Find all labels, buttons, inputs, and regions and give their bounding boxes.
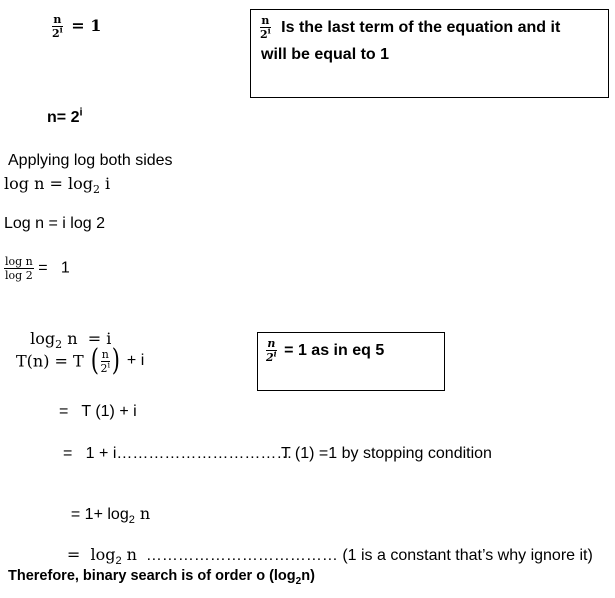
fraction-numerator: log n <box>5 255 33 268</box>
equation-lhs: n= 2 <box>47 109 80 126</box>
exponent: i <box>79 106 83 119</box>
equation-last-term <box>52 14 101 39</box>
conclusion <box>8 568 315 587</box>
left-paren: ( <box>90 343 99 378</box>
step-1-plus-log2-n <box>62 486 151 527</box>
fraction-numerator: n <box>267 337 276 350</box>
equation-log-both-sides <box>4 174 111 197</box>
equation-lhs: log <box>30 329 56 348</box>
equation-rhs: i <box>99 174 111 193</box>
right-paren: ) <box>111 343 121 378</box>
fraction-n-over-2i <box>260 15 271 40</box>
equation-lhs: log n = log <box>4 174 93 193</box>
fraction-denominator: 2$^i$ <box>266 348 277 364</box>
fraction-n-over-2i <box>52 14 63 39</box>
equation-rhs: = 1 <box>71 16 102 35</box>
fraction-n-over-2i <box>266 338 277 363</box>
step-heading: Applying log both sides <box>8 152 173 169</box>
equation-rhs: = 1 <box>38 259 70 277</box>
equation-log-ratio <box>4 256 70 281</box>
step-t1-plus-i: = T (1) + i <box>59 403 137 420</box>
fraction-denominator: 2$^i$ <box>260 25 271 41</box>
step-1-plus-i: = 1 + i…………………………… <box>63 445 293 462</box>
subscript: 2 <box>92 183 100 197</box>
fraction-numerator: n <box>261 14 270 27</box>
fraction-denominator: 2$^i$ <box>52 24 63 40</box>
note-text-line-1: Is the last term of the equation and it <box>281 18 561 36</box>
note-text-line-2: will be equal to 1 <box>261 46 390 63</box>
subscript: 2 <box>128 514 135 527</box>
equation-rhs: + i <box>126 352 145 369</box>
note-box-eq5-content <box>266 338 384 363</box>
note-text: = 1 as in eq 5 <box>284 341 385 359</box>
equation-n-equals-2i <box>47 106 83 127</box>
step-log2-n <box>58 527 593 568</box>
subscript: 2 <box>295 575 302 587</box>
fraction-log-n-over-log-2 <box>4 256 34 281</box>
equation-lhs: = 1+ log <box>70 506 129 523</box>
fraction-denominator: 2$^i$ <box>100 359 111 375</box>
subscript: 2 <box>55 338 63 352</box>
equation-log-n: Log n = i log 2 <box>4 215 105 232</box>
conclusion-text-end: n) <box>301 568 315 584</box>
equation-rhs: n <box>121 545 137 564</box>
conclusion-text: Therefore, binary search is of order o (log <box>8 568 296 584</box>
fraction-denominator: log 2 <box>5 269 33 282</box>
subscript: 2 <box>115 555 122 568</box>
equation-lhs: T(n) = T <box>16 351 84 371</box>
equation-recurrence <box>16 343 145 378</box>
equation-lhs: = log <box>66 545 116 564</box>
equation-rhs: n <box>134 504 151 523</box>
note-box-last-term-content <box>260 15 560 40</box>
constant-note: ……………………………… (1 is a constant that’s why ignore it) <box>136 547 593 564</box>
equation-rhs: n = i <box>62 329 112 348</box>
fraction-numerator: n <box>101 347 109 361</box>
fraction-numerator: n <box>53 13 62 26</box>
fraction-n-over-2i <box>101 349 111 374</box>
stopping-condition-note: T (1) =1 by stopping condition <box>281 445 492 462</box>
